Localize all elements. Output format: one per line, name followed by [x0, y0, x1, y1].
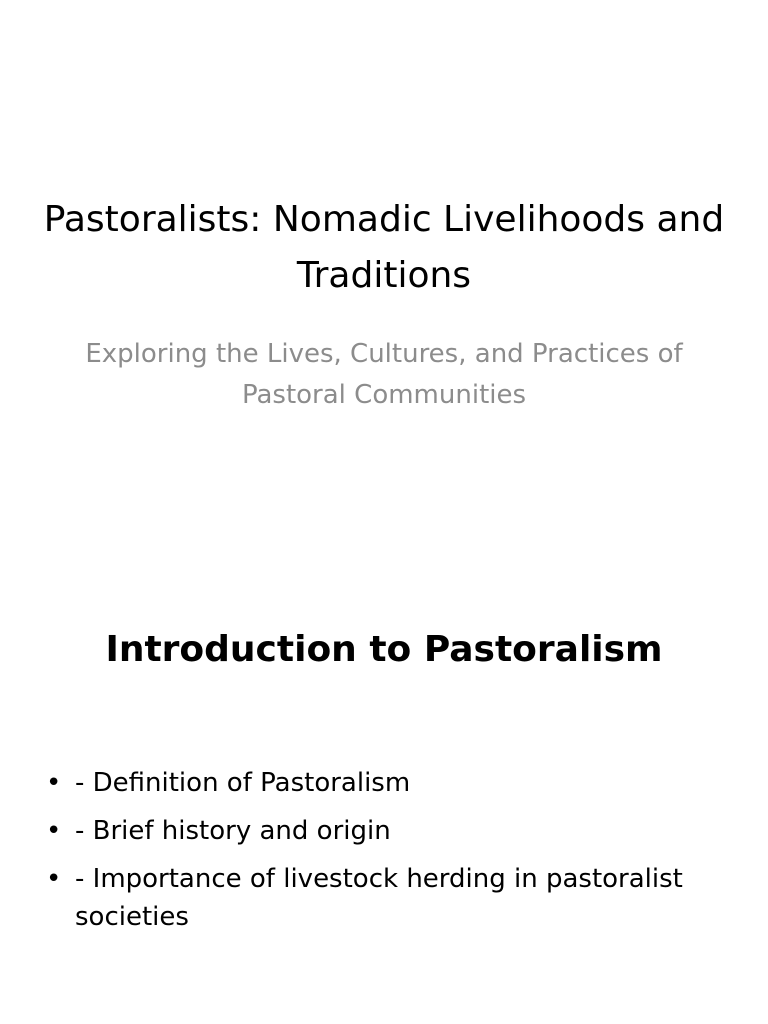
bullet-item — [38, 764, 738, 802]
content-slide — [0, 512, 768, 1024]
bullet-icon: • — [46, 768, 62, 798]
bullet-text: - Brief history and origin — [75, 816, 391, 846]
slide-title: Introduction to Pastoralism — [105, 629, 663, 670]
presentation-subtitle: Exploring the Lives, Cultures, and Practices of Pastoral Communities — [85, 339, 683, 410]
bullet-icon: • — [46, 864, 62, 894]
bullet-text: - Definition of Pastoralism — [75, 768, 411, 798]
presentation-title: Pastoralists: Nomadic Livelihoods and Traditions — [43, 199, 725, 296]
bullet-icon: • — [46, 816, 62, 846]
bullet-list — [38, 764, 738, 946]
bullet-item — [38, 812, 738, 850]
bullet-text: - Importance of livestock herding in pastoralist societies — [75, 864, 683, 932]
bullet-item — [38, 860, 738, 936]
